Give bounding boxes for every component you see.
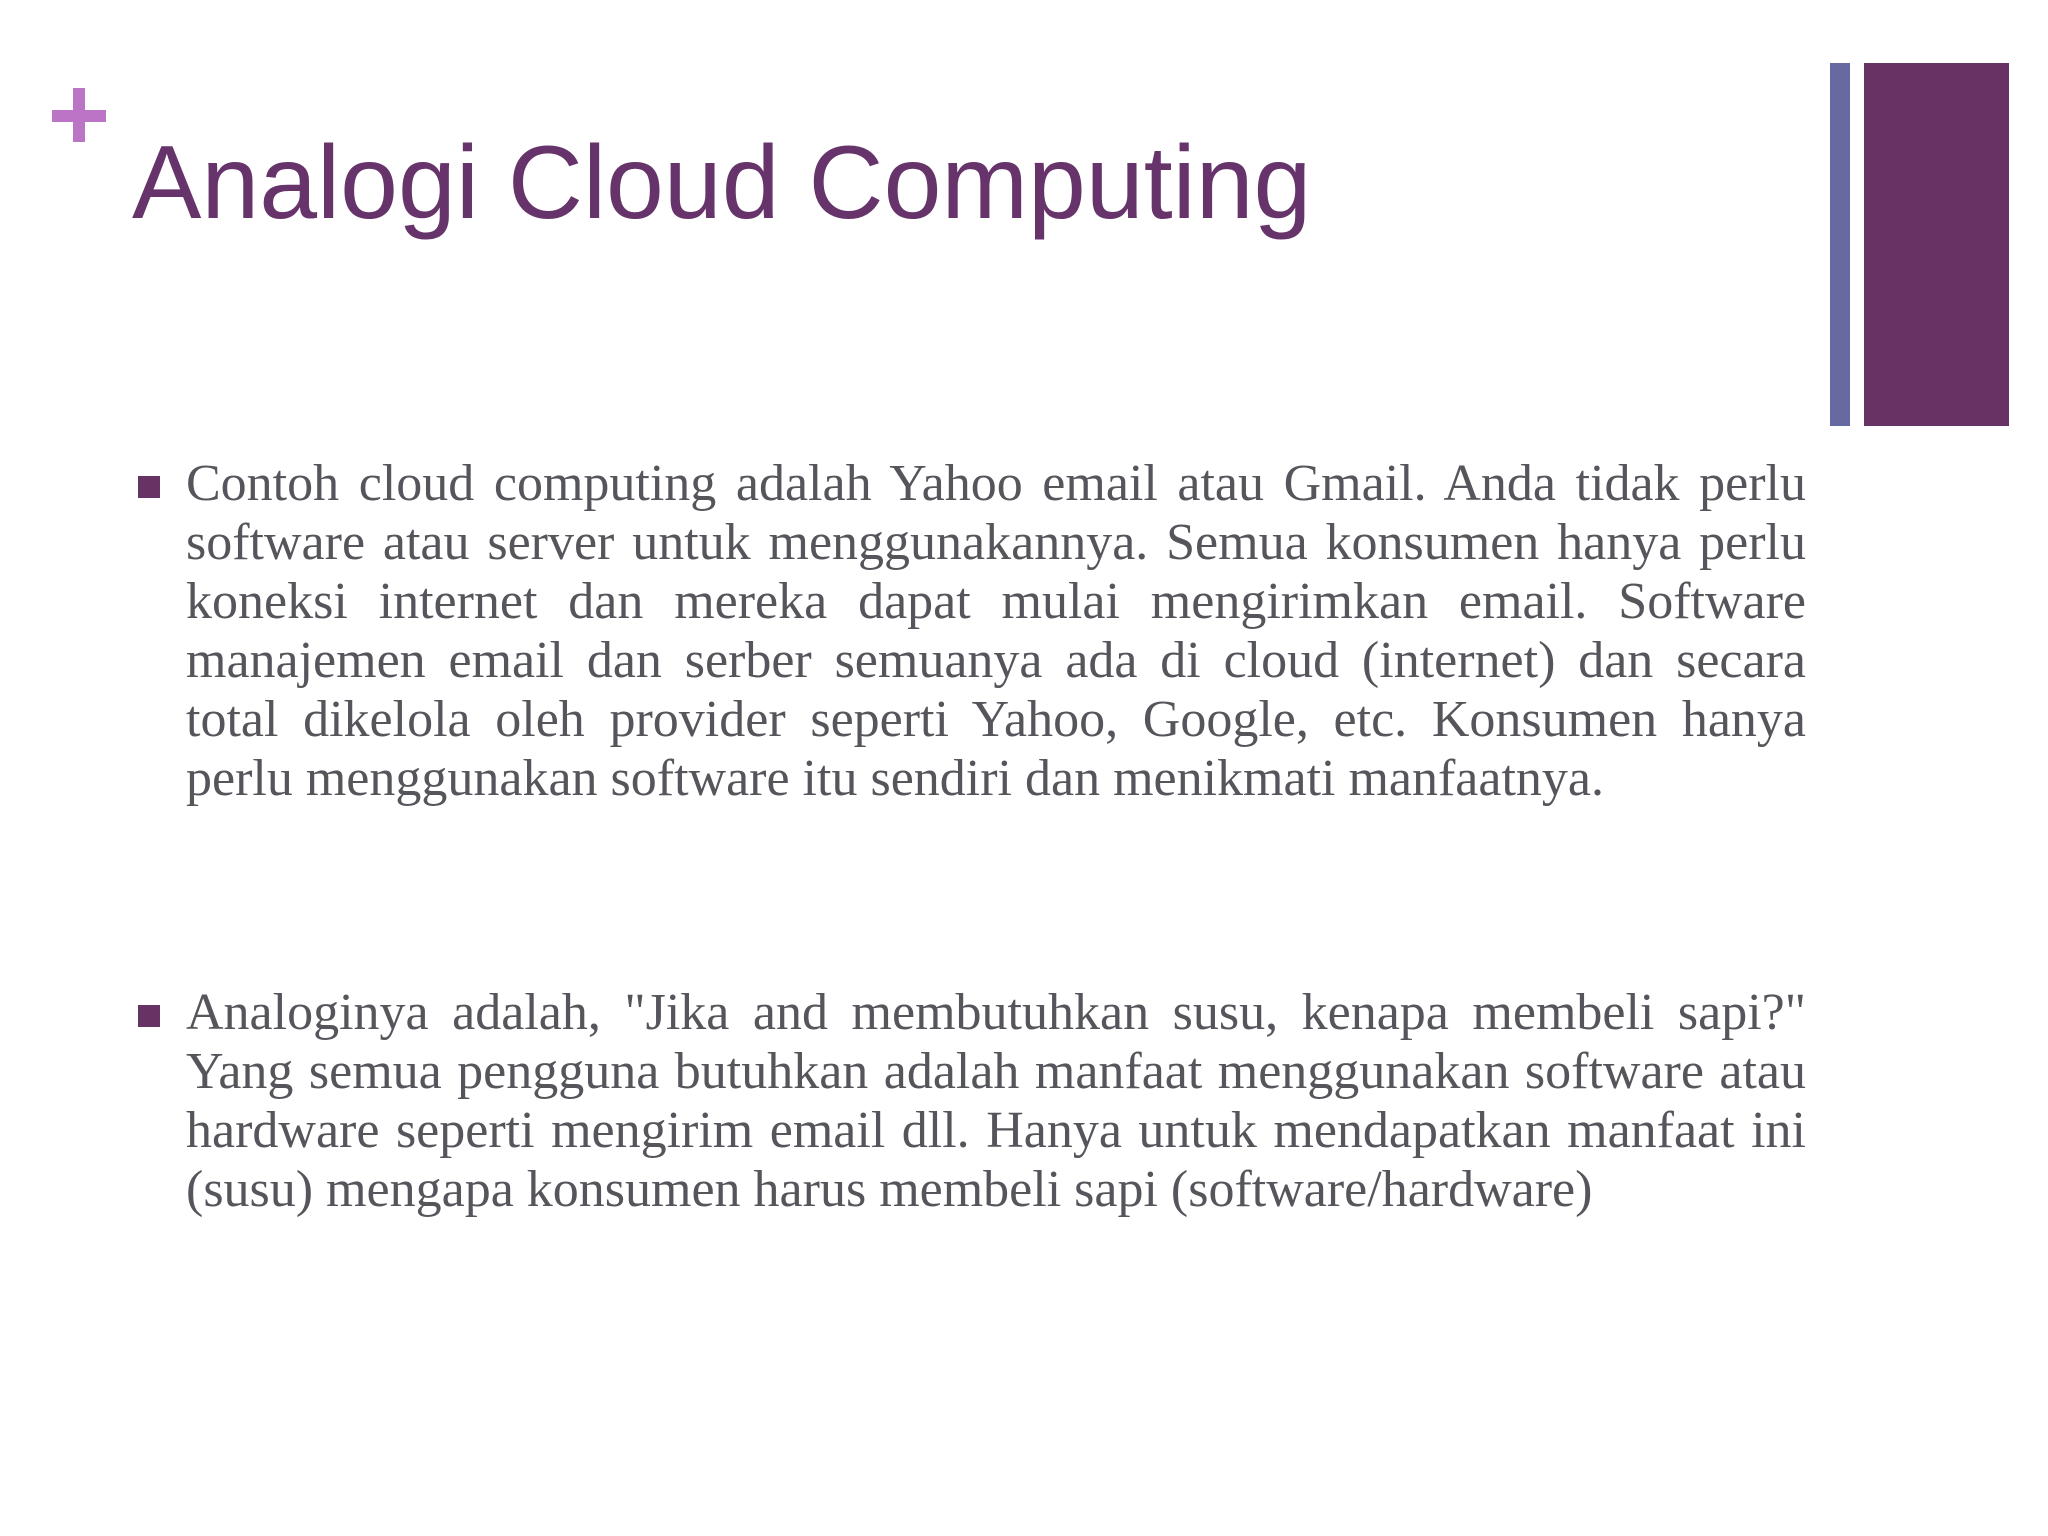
accent-bar-thick [1864, 63, 2009, 426]
bullet-text: Analoginya adalah, "Jika and membutuhkan susu, kenapa membeli sapi?" Yang semua pengguna butuhkan adalah manfaat menggunakan software atau hardware seperti mengirim email dll. Hanya untuk mendapatkan manfaat ini (susu) mengapa konsumen harus membeli sapi (software/hardware) [186, 984, 1806, 1218]
square-bullet-icon [138, 1005, 160, 1027]
bullet-text: Contoh cloud computing adalah Yahoo email atau Gmail. Anda tidak perlu software atau server untuk menggunakannya. Semua konsumen hanya perlu koneksi internet dan mereka dapat mulai mengirimkan email. Software manajemen email dan serber semuanya ada di cloud (internet) dan secara total dikelola oleh provider seperti Yahoo, Google, etc. Konsumen hanya perlu menggunakan software itu sendiri dan menikmati manfaatnya. [186, 455, 1806, 807]
slide-title: Analogi Cloud Computing [132, 125, 1312, 241]
accent-bar-thin [1830, 63, 1850, 426]
bullet-list [138, 454, 1806, 1219]
plus-icon-vertical [73, 88, 85, 142]
square-bullet-icon [138, 476, 160, 498]
plus-icon [52, 88, 108, 144]
bullet-item [138, 983, 1806, 1219]
bullet-item [138, 454, 1806, 808]
